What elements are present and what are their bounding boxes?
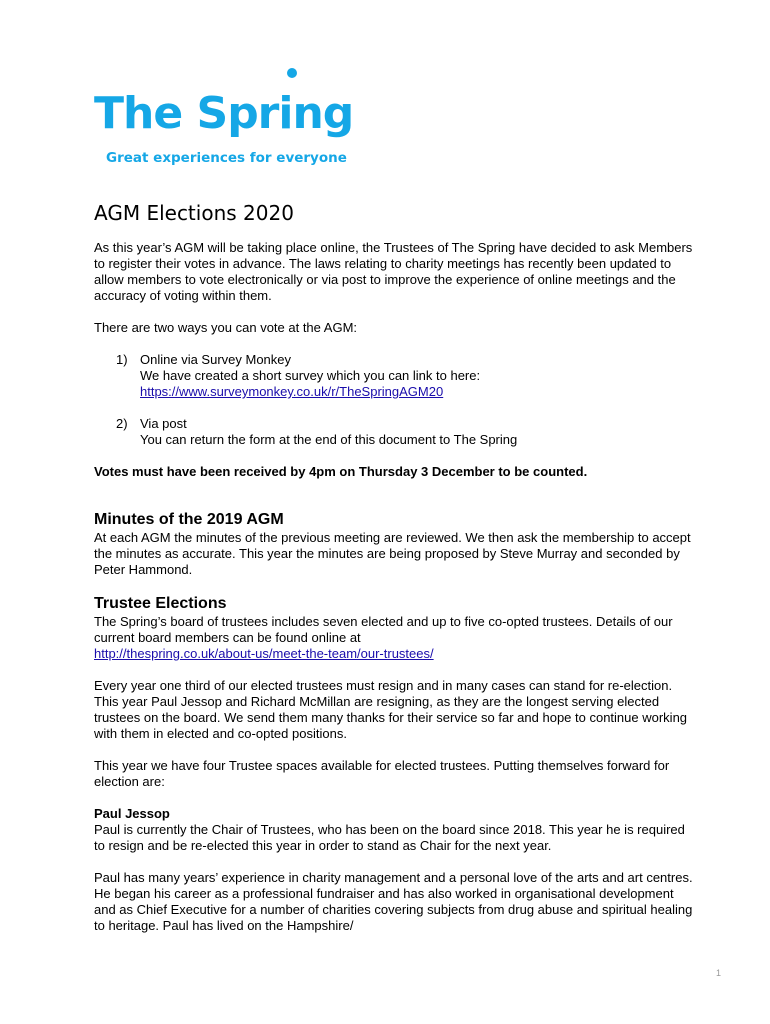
vote-option xyxy=(94,416,694,448)
page-number: 1 xyxy=(716,968,722,978)
candidate-paragraph: Paul has many years’ experience in charity management and a personal love of the arts and art centres. He began his career as a professional fundraiser and has also worked in organisational development and as Chief Executive for a number of charities covering subjects from drug abuse and spiritual healing to heritage. Paul has lived on the Hampshire/ xyxy=(94,870,693,933)
option-title: Online via Survey Monkey xyxy=(140,352,292,367)
ways-intro: There are two ways you can vote at the AGM: xyxy=(94,320,358,335)
resignation-paragraph: Every year one third of our elected trustees must resign and in many cases can stand for re-election. This year Paul Jessop and Richard McMillan are resigning, as they are the longest serving elected trustees on the board. We send them many thanks for their service so far and hope to continue working with them in elected and co-opted positions. xyxy=(94,678,688,741)
trustees-text: The Spring’s board of trustees includes seven elected and up to five co-opted trustees. Details of our current board members can be found online at xyxy=(94,614,673,645)
page-title: AGM Elections 2020 xyxy=(94,201,294,225)
candidate-name: Paul Jessop xyxy=(94,806,170,821)
spaces-paragraph: This year we have four Trustee spaces available for elected trustees. Putting themselves forward for election are: xyxy=(94,758,670,789)
minutes-paragraph: At each AGM the minutes of the previous meeting are reviewed. We then ask the membership to accept the minutes as accurate. This year the minutes are being proposed by Steve Murray and seconded by Peter Hammond. xyxy=(94,530,691,577)
trustees-link[interactable]: http://thespring.co.uk/about-us/meet-the-team/our-trustees/ xyxy=(94,646,434,661)
trustees-paragraph xyxy=(94,614,694,662)
trustee-elections-heading: Trustee Elections xyxy=(94,595,227,612)
option-title: Via post xyxy=(140,416,187,431)
document-body xyxy=(94,200,694,950)
logo-title: The Spring xyxy=(94,88,354,139)
candidate-paragraph: Paul is currently the Chair of Trustees, who has been on the board since 2018. This year he is required to resign and be re-elected this year in order to stand as Chair for the next year. xyxy=(94,822,685,853)
option-number: 1) xyxy=(116,352,128,367)
option-text: You can return the form at the end of this document to The Spring xyxy=(140,432,518,447)
option-number: 2) xyxy=(116,416,128,431)
logo-tagline: Great experiences for everyone xyxy=(106,150,347,166)
deadline-notice: Votes must have been received by 4pm on Thursday 3 December to be counted. xyxy=(94,464,588,479)
survey-link[interactable]: https://www.surveymonkey.co.uk/r/TheSpringAGM20 xyxy=(140,384,444,399)
logo-dot-icon xyxy=(287,68,297,78)
minutes-heading: Minutes of the 2019 AGM xyxy=(94,511,284,528)
vote-option xyxy=(94,352,694,400)
vote-options-list xyxy=(94,352,694,448)
option-text: We have created a short survey which you can link to here: xyxy=(140,368,481,383)
intro-paragraph: As this year’s AGM will be taking place online, the Trustees of The Spring have decided to ask Members to register their votes in advance. The laws relating to charity meetings has recently been updated to allow members to vote electronically or via post to improve the experience of online meetings and the accuracy of voting within them. xyxy=(94,240,693,303)
